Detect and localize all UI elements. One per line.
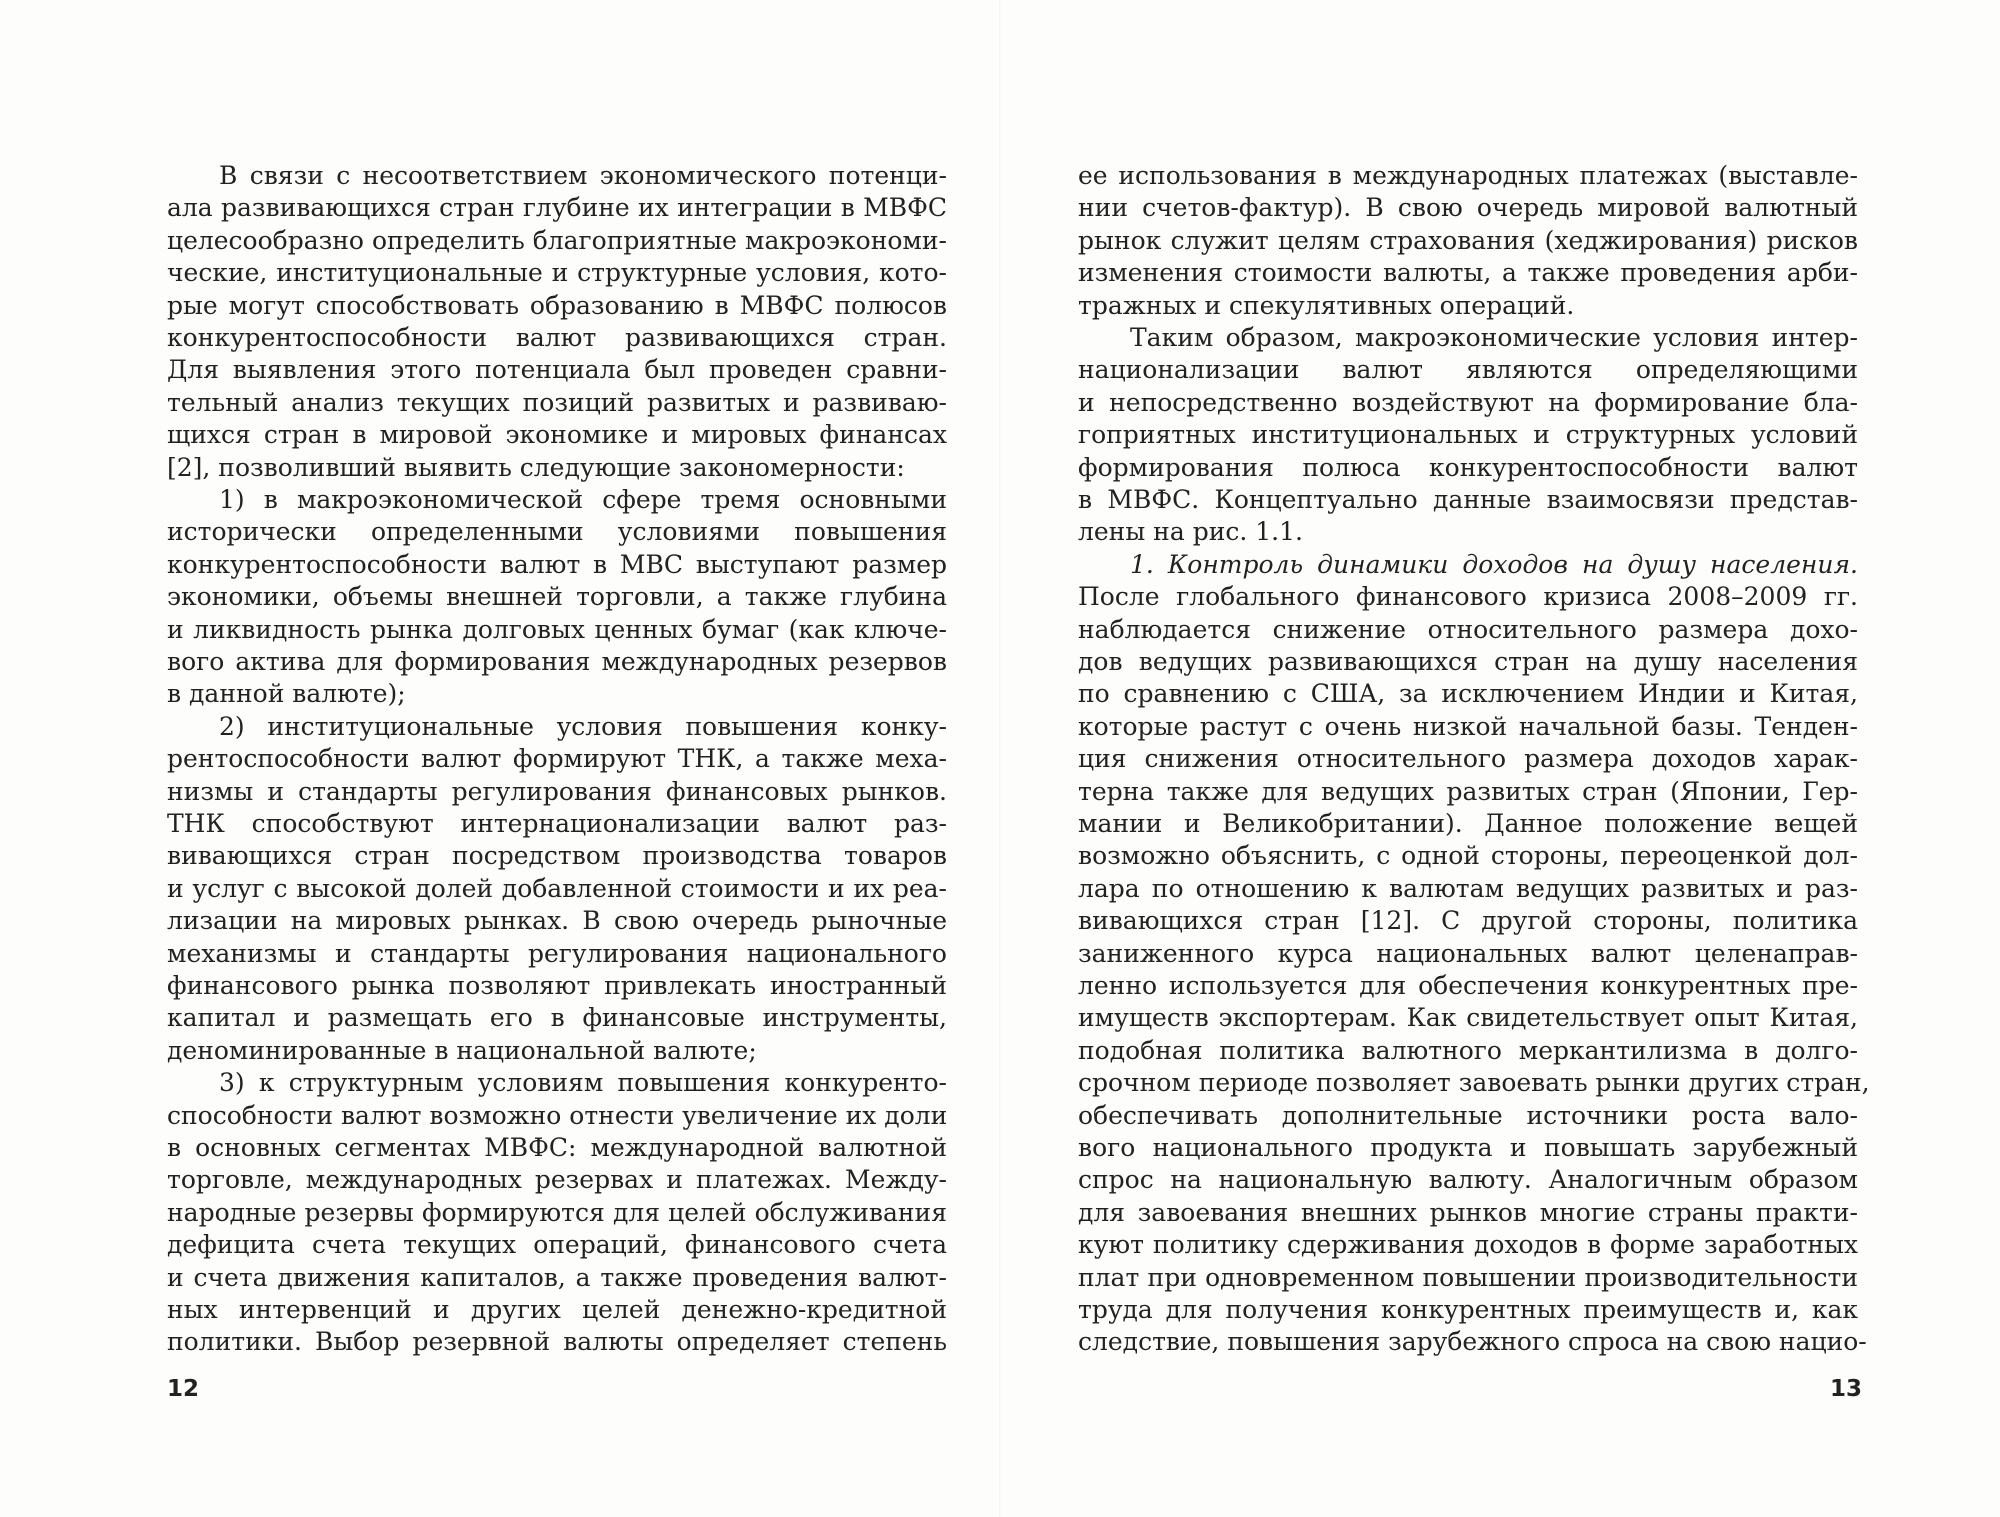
text-line: в данной валюте);	[167, 679, 406, 709]
left-page-number: 12	[167, 1376, 200, 1402]
text-line: труда для получения конкурентных преимуществ и, как	[1078, 1295, 1858, 1324]
text-line: по сравнению с США, за исключением Индии и Китая,	[1078, 679, 1858, 709]
text-line: ТНК способствуют интернационализации валют раз-	[167, 809, 947, 838]
right-page-number: 13	[1830, 1376, 1863, 1402]
text-line: 2) институциональные условия повышения конку-	[219, 711, 947, 741]
text-line: наблюдается снижение относительного размера дохо-	[1078, 614, 1858, 644]
text-line: подобная политика валютного меркантилизма в долго-	[1078, 1035, 1858, 1065]
text-line: заниженного курса национальных валют целенаправ-	[1078, 938, 1858, 968]
text-line: плат при одновременном повышении производительности	[1078, 1262, 1858, 1292]
text-line: ее использования в международных платежах (выставле-	[1078, 161, 1858, 190]
text-line: ных интервенций и других целей денежно-кредитной	[167, 1295, 947, 1324]
text-line: 1. Контроль динамики доходов на душу населения.	[1130, 549, 1858, 579]
text-line: финансового рынка позволяют привлекать иностранный	[167, 971, 947, 1000]
text-line: торговле, международных резервах и платежах. Между-	[167, 1165, 947, 1195]
text-line: капитал и размещать его в финансовые инструменты,	[167, 1003, 947, 1033]
text-line: В связи с несоответствием экономического потенци-	[219, 161, 947, 190]
text-line: и ликвидность рынка долговых ценных бумаг (как ключе-	[167, 614, 947, 644]
text-line: 3) к структурным условиям повышения конкуренто-	[219, 1068, 947, 1098]
text-line: деноминированные в национальной валюте;	[167, 1035, 757, 1065]
text-line: формирования полюса конкурентоспособности валют	[1078, 452, 1858, 482]
text-line: для завоевания внешних рынков многие страны практи-	[1078, 1197, 1858, 1227]
text-line: гоприятных институциональных и структурных условий	[1078, 420, 1858, 450]
text-line: щихся стран в мировой экономике и мировых финансах	[167, 420, 947, 450]
text-line: конкурентоспособности валют в МВС выступают размер	[167, 549, 947, 579]
text-line: ала развивающихся стран глубине их интеграции в МВФС	[167, 193, 947, 223]
text-line: мании и Великобритании). Данное положение вещей	[1078, 809, 1858, 838]
text-line: ческие, институциональные и структурные условия, кото-	[167, 258, 947, 288]
text-line: целесообразно определить благоприятные макроэкономи-	[167, 225, 947, 255]
text-line: дефицита счета текущих операций, финансового счета	[167, 1230, 947, 1260]
text-line: Для выявления этого потенциала был проведен сравни-	[167, 355, 947, 385]
page-gutter	[999, 0, 1001, 1517]
text-line: механизмы и стандарты регулирования национального	[167, 938, 947, 968]
text-line: 1) в макроэкономической сфере тремя основными	[219, 485, 947, 514]
text-line: лизации на мировых рынках. В свою очередь рыночные	[167, 906, 947, 936]
text-line: политики. Выбор резервной валюты определяет степень	[167, 1327, 947, 1357]
text-line: Таким образом, макроэкономические условия интер-	[1130, 323, 1858, 352]
text-line: и счета движения капиталов, а также проведения валют-	[167, 1262, 947, 1292]
text-line: тражных и спекулятивных операций.	[1078, 290, 1575, 320]
text-line: возможно объяснить, с одной стороны, переоценкой дол-	[1078, 841, 1858, 871]
text-line: нии счетов-фактур). В свою очередь мировой валютный	[1078, 193, 1858, 223]
text-line: в МВФС. Концептуально данные взаимосвязи представ-	[1078, 485, 1858, 514]
text-line: конкурентоспособности валют развивающихся стран.	[167, 323, 947, 352]
text-line: в основных сегментах МВФС: международной валютной	[167, 1133, 947, 1162]
text-line: лара по отношению к валютам ведущих развитых и раз-	[1078, 873, 1858, 903]
text-line: изменения стоимости валюты, а также проведения арби-	[1078, 258, 1858, 288]
text-line: имуществ экспортерам. Как свидетельствует опыт Китая,	[1078, 1003, 1858, 1033]
text-line: рынок служит целям страхования (хеджирования) рисков	[1078, 225, 1858, 255]
text-line: спрос на национальную валюту. Аналогичным образом	[1078, 1165, 1858, 1195]
text-line: вивающихся стран [12]. С другой стороны, политика	[1078, 906, 1858, 936]
text-line: рентоспособности валют формируют ТНК, а также меха-	[167, 744, 947, 774]
text-line: и услуг с высокой долей добавленной стоимости и их реа-	[167, 873, 947, 903]
text-line: следствие, повышения зарубежного спроса на свою нацио-	[1078, 1327, 1867, 1357]
text-line: и непосредственно воздействуют на формирование бла-	[1078, 387, 1858, 417]
text-line: вого актива для формирования международных резервов	[167, 647, 947, 676]
text-line: лены на рис. 1.1.	[1078, 517, 1303, 547]
text-line: [2], позволивший выявить следующие закономерности:	[167, 452, 905, 482]
text-line: ция снижения относительного размера доходов харак-	[1078, 744, 1858, 774]
text-line: куют политику сдерживания доходов в форме заработных	[1078, 1230, 1858, 1260]
text-line: рые могут способствовать образованию в МВФС полюсов	[167, 290, 947, 320]
text-line: исторически определенными условиями повышения	[167, 517, 947, 547]
text-line: экономики, объемы внешней торговли, а также глубина	[167, 582, 947, 612]
text-line: вого национального продукта и повышать зарубежный	[1078, 1133, 1858, 1162]
text-line: срочном периоде позволяет завоевать рынки других стран,	[1078, 1068, 1870, 1098]
text-line: дов ведущих развивающихся стран на душу населения	[1078, 647, 1858, 676]
text-line: народные резервы формируются для целей обслуживания	[167, 1197, 947, 1227]
text-line: вивающихся стран посредством производства товаров	[167, 841, 947, 871]
text-line: терна также для ведущих развитых стран (Японии, Гер-	[1078, 776, 1858, 806]
text-line: национализации валют являются определяющими	[1078, 355, 1858, 385]
text-line: После глобального финансового кризиса 2008–2009 гг.	[1078, 582, 1858, 612]
text-line: тельный анализ текущих позиций развитых и развиваю-	[167, 387, 947, 417]
text-line: которые растут с очень низкой начальной базы. Тенден-	[1078, 711, 1858, 741]
text-line: низмы и стандарты регулирования финансовых рынков.	[167, 776, 947, 806]
text-line: способности валют возможно отнести увеличение их доли	[167, 1100, 948, 1130]
text-line: ленно используется для обеспечения конкурентных пре-	[1078, 971, 1858, 1000]
text-line: обеспечивать дополнительные источники роста вало-	[1078, 1100, 1858, 1130]
